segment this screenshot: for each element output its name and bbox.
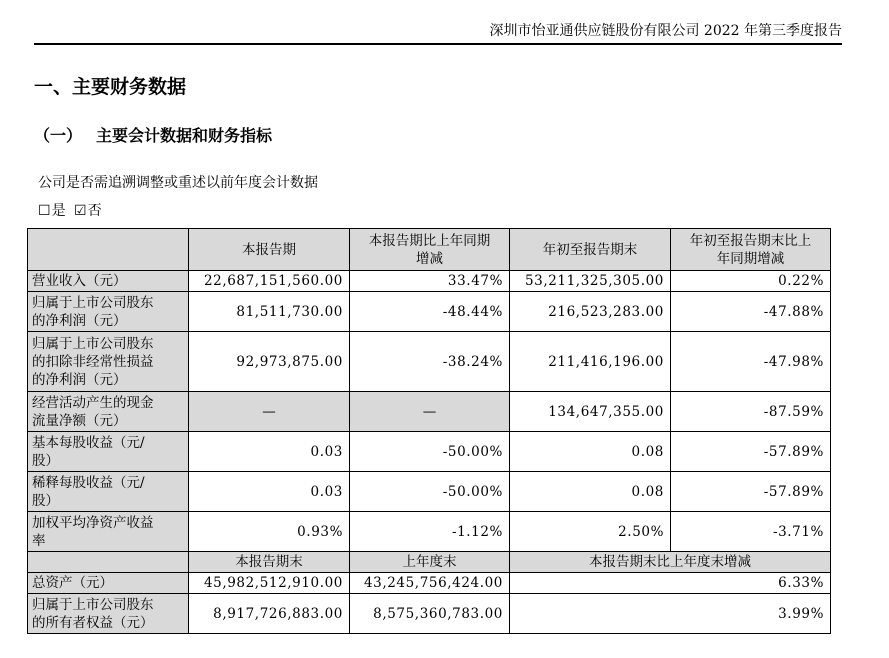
row-label-line: 营业收入（元） <box>32 273 127 289</box>
ytd-value: 0.08 <box>510 472 671 512</box>
row-label <box>28 271 189 292</box>
subsection-title-text: 主要会计数据和财务指标 <box>96 126 273 145</box>
header2-label-cell <box>28 552 189 573</box>
row-label <box>28 332 189 392</box>
subsection-number: （一） <box>34 126 83 145</box>
ytd-change-value: -57.89% <box>671 472 831 512</box>
header-rule <box>34 43 842 45</box>
row-label-line: 流量净额（元） <box>32 412 127 429</box>
header-prior-year-end: 上年度末 <box>350 552 510 573</box>
ytd-change-value: 0.22% <box>671 271 831 292</box>
table-row <box>28 472 831 512</box>
table-header-row-2 <box>28 552 831 573</box>
header-ytd-change <box>671 229 831 271</box>
yoy-change-value: -48.44% <box>350 292 510 332</box>
row-label-line: 的扣除非经常性损益 <box>32 353 154 370</box>
ytd-value: 211,416,196.00 <box>510 332 671 392</box>
period-end-value: 8,917,726,883.00 <box>189 594 350 634</box>
row-label-line: 总资产（元） <box>32 575 113 591</box>
current-period-value: 0.03 <box>189 432 350 472</box>
table-row <box>28 573 831 594</box>
table-row <box>28 432 831 472</box>
row-label-line: 股） <box>32 492 59 509</box>
subsection-title <box>34 125 272 147</box>
financial-data-table <box>27 228 831 634</box>
ytd-change-value: -3.71% <box>671 512 831 552</box>
period-end-value: 45,982,512,910.00 <box>189 573 350 594</box>
row-label <box>28 392 189 432</box>
header-ytd-change-line1: 年初至报告期末比上 <box>689 232 812 249</box>
ytd-change-value: -47.88% <box>671 292 831 332</box>
current-period-value: 22,687,151,560.00 <box>189 271 350 292</box>
table-row <box>28 292 831 332</box>
yes-label: 是 <box>51 203 66 219</box>
period-end-change-value: 6.33% <box>510 573 831 594</box>
current-period-value: 92,973,875.00 <box>189 332 350 392</box>
table-row <box>28 271 831 292</box>
row-label-line: 基本每股收益（元/ <box>32 434 145 451</box>
yoy-change-value: -1.12% <box>350 512 510 552</box>
ytd-value: 216,523,283.00 <box>510 292 671 332</box>
prior-year-end-value: 8,575,360,783.00 <box>350 594 510 634</box>
current-period-value: 0.93% <box>189 512 350 552</box>
header-yoy-change <box>350 229 510 271</box>
restatement-answer <box>38 201 102 221</box>
no-label: 否 <box>87 203 102 219</box>
table-row <box>28 512 831 552</box>
ytd-value: 2.50% <box>510 512 671 552</box>
current-period-value: 0.03 <box>189 472 350 512</box>
yoy-change-value: -50.00% <box>350 432 510 472</box>
current-period-value: — <box>189 392 350 432</box>
row-label-line: 归属于上市公司股东 <box>32 294 154 311</box>
ytd-value: 134,647,355.00 <box>510 392 671 432</box>
table-row <box>28 594 831 634</box>
header-ytd: 年初至报告期末 <box>510 229 671 271</box>
row-label-line: 股） <box>32 452 59 469</box>
yes-checkbox[interactable]: ☐ <box>38 203 51 219</box>
row-label <box>28 594 189 634</box>
ytd-change-value: -57.89% <box>671 432 831 472</box>
no-checkbox[interactable]: ☑ <box>74 203 87 219</box>
row-label-line: 归属于上市公司股东 <box>32 596 154 613</box>
row-label-line: 经营活动产生的现金 <box>32 394 154 411</box>
row-label-line: 的净利润（元） <box>32 312 127 329</box>
row-label-line: 的所有者权益（元） <box>32 614 154 631</box>
row-label <box>28 573 189 594</box>
section-title: 一、主要财务数据 <box>34 76 187 98</box>
row-label <box>28 432 189 472</box>
table-row <box>28 332 831 392</box>
header-period-end: 本报告期末 <box>189 552 350 573</box>
report-header-title: 深圳市怡亚通供应链股份有限公司 2022 年第三季度报告 <box>489 23 842 39</box>
row-label-line: 的净利润（元） <box>32 371 127 388</box>
row-label-line: 稀释每股收益（元/ <box>32 474 145 491</box>
yoy-change-value: -50.00% <box>350 472 510 512</box>
row-label-line: 加权平均净资产收益 <box>32 514 154 531</box>
table-row <box>28 392 831 432</box>
row-label <box>28 512 189 552</box>
prior-year-end-value: 43,245,756,424.00 <box>350 573 510 594</box>
header-ytd-change-line2: 年同期增减 <box>716 250 785 267</box>
table-header-row <box>28 229 831 271</box>
ytd-change-value: -47.98% <box>671 332 831 392</box>
row-label-line: 归属于上市公司股东 <box>32 335 154 352</box>
current-period-value: 81,511,730.00 <box>189 292 350 332</box>
yoy-change-value: — <box>350 392 510 432</box>
ytd-change-value: -87.59% <box>671 392 831 432</box>
yoy-change-value: -38.24% <box>350 332 510 392</box>
header-label-cell <box>28 229 189 271</box>
header-yoy-change-line2: 增减 <box>416 250 443 267</box>
ytd-value: 53,211,325,305.00 <box>510 271 671 292</box>
header-period-end-change: 本报告期末比上年度末增减 <box>510 552 831 573</box>
yoy-change-value: 33.47% <box>350 271 510 292</box>
row-label <box>28 472 189 512</box>
ytd-value: 0.08 <box>510 432 671 472</box>
header-current-period: 本报告期 <box>189 229 350 271</box>
row-label <box>28 292 189 332</box>
row-label-line: 率 <box>32 532 46 549</box>
header-yoy-change-line1: 本报告期比上年同期 <box>368 232 491 249</box>
period-end-change-value: 3.99% <box>510 594 831 634</box>
restatement-question: 公司是否需追溯调整或重述以前年度会计数据 <box>38 175 318 191</box>
